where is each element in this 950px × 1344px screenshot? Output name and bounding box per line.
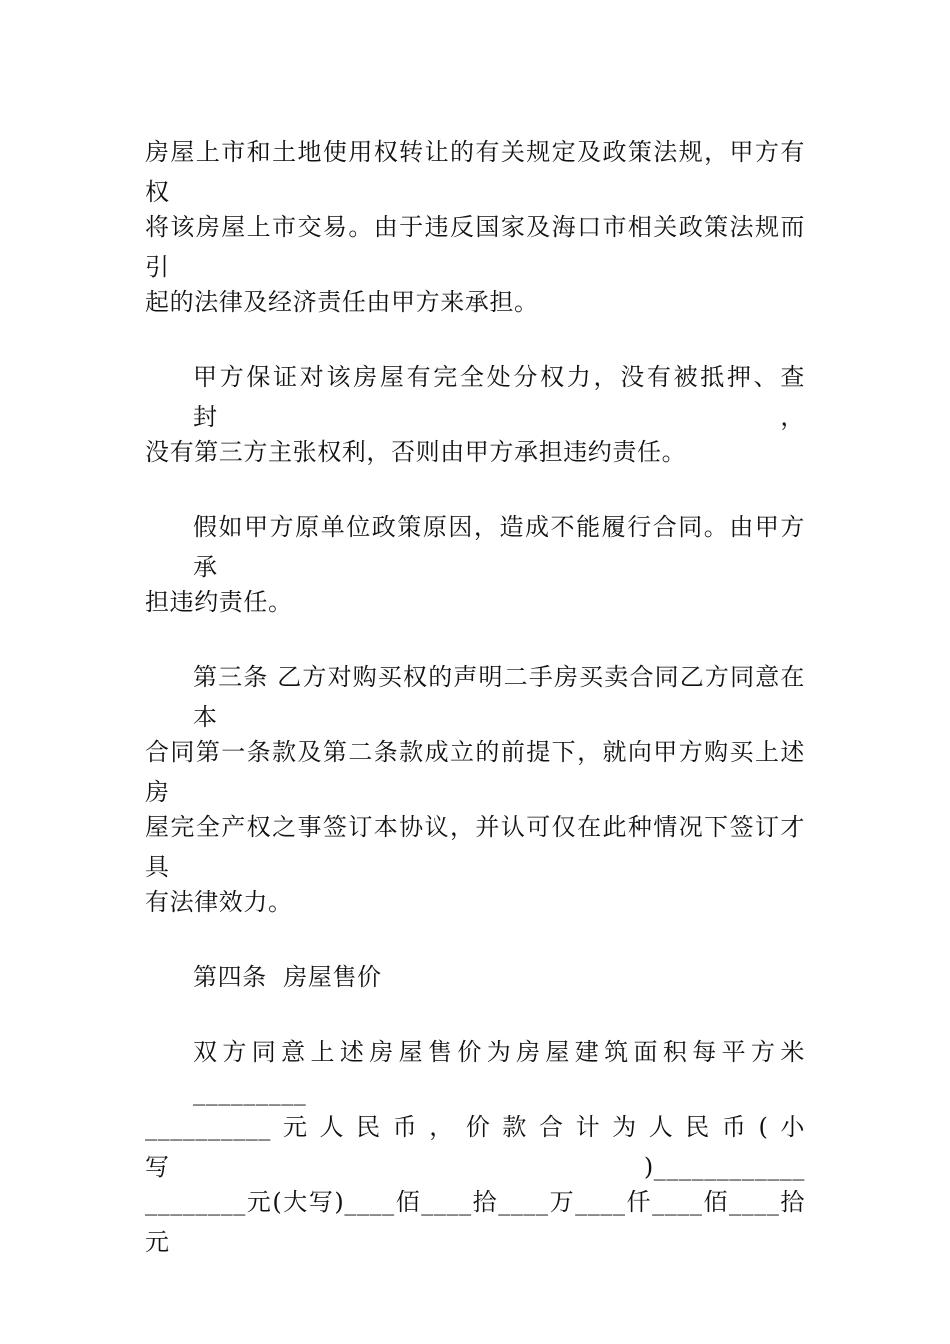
text-line-5: 没有第三方主张权利，否则由甲方承担违约责任。 <box>145 438 687 466</box>
text-line-8: 第三条 乙方对购买权的声明二手房买卖合同乙方同意在本 <box>193 663 805 731</box>
text-line-10: 屋完全产权之事签订本协议，并认可仅在此种情况下签订才具 <box>145 813 805 881</box>
text-line-4: 甲方保证对该房屋有完全处分权力，没有被抵押、查封， <box>193 363 805 431</box>
text-line-9: 合同第一条款及第二条款成立的前提下，就向甲方购买上述房 <box>145 738 805 806</box>
text-line-7: 担违约责任。 <box>145 588 293 616</box>
text-line-12: 第四条 房屋售价 <box>193 963 382 991</box>
text-line-3: 起的法律及经济责任由甲方来承担。 <box>145 288 539 316</box>
text-line-11: 有法律效力。 <box>145 888 293 916</box>
text-line-14: __________元人民币，价款合计为人民币(小写)____________ <box>145 1113 805 1181</box>
text-line-13: 双方同意上述房屋售价为房屋建筑面积每平方米_________ <box>193 1038 805 1106</box>
text-line-2: 将该房屋上市交易。由于违反国家及海口市相关政策法规而引 <box>145 213 805 281</box>
text-line-6: 假如甲方原单位政策原因，造成不能履行合同。由甲方承 <box>193 513 805 581</box>
text-line-15: ________元(大写)____佰____拾____万____仟____佰____拾元 <box>145 1188 805 1256</box>
text-line-1: 房屋上市和土地使用权转让的有关规定及政策法规，甲方有权 <box>145 138 805 206</box>
